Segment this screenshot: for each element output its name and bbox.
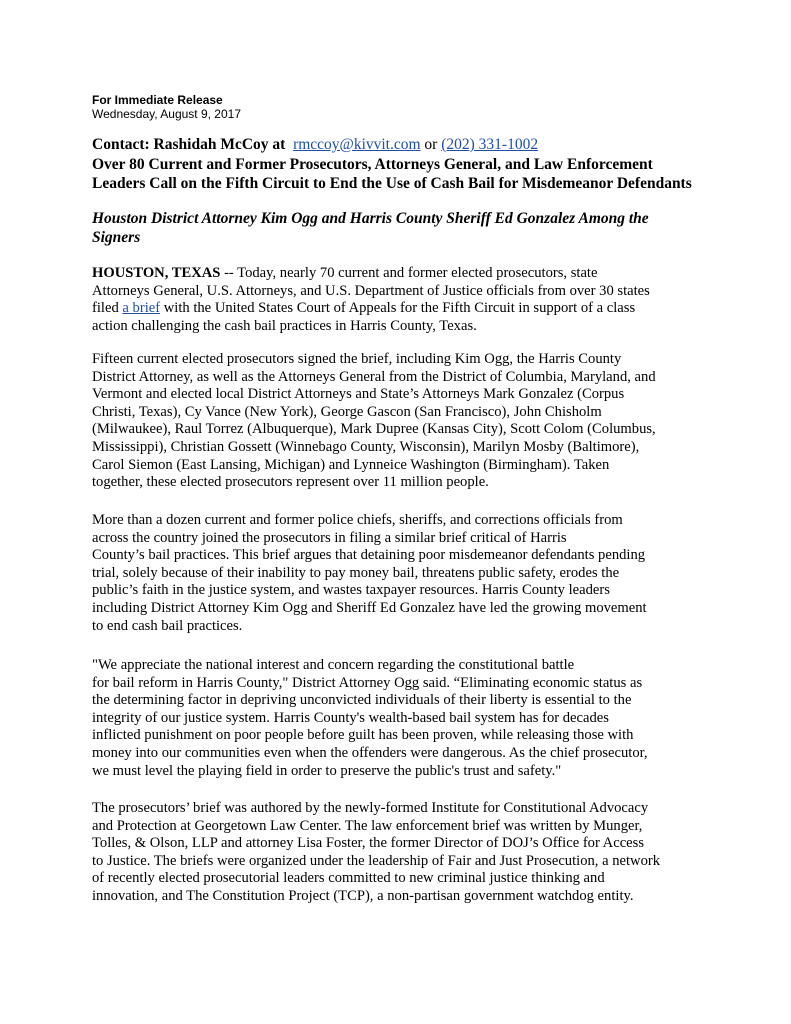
headline-line: Leaders Call on the Fifth Circuit to End the Use of Cash Bail for Misdemeanor Defendants: [92, 175, 692, 192]
paragraph-line: Attorneys General, U.S. Attorneys, and U.S. Department of Justice officials from over 30 states: [92, 282, 650, 299]
paragraph-line: Christi, Texas), Cy Vance (New York), George Gascon (San Francisco), John Chisholm: [92, 403, 602, 420]
subheadline-line: Signers: [92, 229, 141, 246]
paragraph-line: inflicted punishment on poor people before guilt has been proven, while releasing those with: [92, 727, 634, 744]
dateline: HOUSTON, TEXAS: [92, 265, 221, 281]
intro-text: -- Today, nearly 70 current and former elected prosecutors, state: [220, 265, 598, 281]
paragraph-line: trial, solely because of their inability to pay money bail, threatens public safety, erodes the: [92, 564, 620, 581]
intro-text: with the United States Court of Appeals for the Fifth Circuit in support of a class: [160, 300, 636, 317]
paragraph-line: (Milwaukee), Raul Torrez (Albuquerque), Mark Dupree (Kansas City), Scott Colom (Columbus,: [92, 421, 656, 438]
paragraph-line: Carol Siemon (East Lansing, Michigan) and Lynneice Washington (Birmingham). Taken: [92, 456, 610, 473]
contact-phone-link[interactable]: (202) 331-1002: [441, 136, 539, 153]
paragraph-line: The prosecutors’ brief was authored by the newly-formed Institute for Constitutional Advocacy: [92, 800, 649, 816]
paragraph-line: "We appreciate the national interest and concern regarding the constitutional battle: [92, 657, 575, 673]
paragraph-line: More than a dozen current and former police chiefs, sheriffs, and corrections officials from: [92, 512, 623, 528]
contact-prefix: Contact: Rashidah McCoy at: [92, 136, 286, 153]
paragraph-intro: [92, 265, 722, 335]
release-header: [92, 93, 241, 121]
paragraph-line: Fifteen current elected prosecutors signed the brief, including Kim Ogg, the Harris County: [92, 351, 622, 367]
paragraph-line: to end cash bail practices.: [92, 617, 243, 634]
release-label: For Immediate Release: [92, 93, 223, 107]
paragraph-line: and Protection at Georgetown Law Center. The law enforcement brief was written by Munger,: [92, 817, 643, 834]
headline-line: Over 80 Current and Former Prosecutors, Attorneys General, and Law Enforcement: [92, 156, 653, 173]
paragraph-line: Mississippi), Christian Gossett (Winnebago County, Wisconsin), Marilyn Mosby (Baltimore),: [92, 438, 640, 455]
paragraph-line: the determining factor in depriving unconvicted individuals of their liberty is essential to the: [92, 692, 632, 709]
paragraph-line: [92, 265, 722, 283]
paragraph-line: to Justice. The briefs were organized under the leadership of Fair and Just Prosecution, a network: [92, 852, 661, 869]
paragraph-line: across the country joined the prosecutors in filing a similar brief critical of Harris: [92, 529, 567, 546]
paragraph-line: together, these elected prosecutors represent over 11 million people.: [92, 474, 489, 491]
paragraph-line: Tolles, & Olson, LLP and attorney Lisa Foster, the former Director of DOJ’s Office for Access: [92, 835, 645, 852]
subheadline-line: Houston District Attorney Kim Ogg and Harris County Sheriff Ed Gonzalez Among the: [92, 210, 649, 227]
paragraph-line: Vermont and elected local District Attorneys and State’s Attorneys Mark Gonzalez (Corpus: [92, 386, 625, 403]
paragraph-line: County’s bail practices. This brief argues that detaining poor misdemeanor defendants pending: [92, 547, 646, 564]
contact-or: or: [424, 136, 438, 153]
contact-email-link[interactable]: rmccoy@kivvit.com: [293, 136, 421, 153]
paragraph-line: integrity of our justice system. Harris County's wealth-based bail system has for decades: [92, 709, 609, 726]
paragraph-line: of recently elected prosecutorial leaders committed to new criminal justice thinking and: [92, 870, 605, 887]
contact-line: [92, 136, 538, 154]
paragraph-quote: [92, 657, 722, 780]
brief-link[interactable]: a brief: [122, 300, 161, 317]
paragraph-prosecutors: [92, 351, 722, 492]
paragraph-line: [92, 300, 722, 318]
paragraph-line: including District Attorney Kim Ogg and Sheriff Ed Gonzalez have led the growing movement: [92, 599, 647, 616]
paragraph-line: for bail reform in Harris County," District Attorney Ogg said. “Eliminating economic status as: [92, 674, 643, 691]
subheadline: [92, 209, 732, 247]
release-date: Wednesday, August 9, 2017: [92, 107, 241, 121]
paragraph-line: money into our communities even when the offenders were dangerous. As the chief prosecutor,: [92, 744, 648, 761]
paragraph-line: public’s faith in the justice system, and wastes taxpayer resources. Harris County leaders: [92, 582, 610, 599]
intro-text: filed: [92, 300, 123, 317]
paragraph-authors: [92, 800, 722, 906]
paragraph-line: we must level the playing field in order to preserve the public's trust and safety.": [92, 762, 562, 779]
paragraph-line: District Attorney, as well as the Attorneys General from the District of Columbia, Maryland, and: [92, 368, 656, 385]
paragraph-law-enforcement: [92, 512, 722, 635]
headline: [92, 155, 732, 193]
paragraph-line: action challenging the cash bail practices in Harris County, Texas.: [92, 317, 477, 334]
paragraph-line: innovation, and The Constitution Project (TCP), a non-partisan government watchdog entity.: [92, 887, 634, 904]
